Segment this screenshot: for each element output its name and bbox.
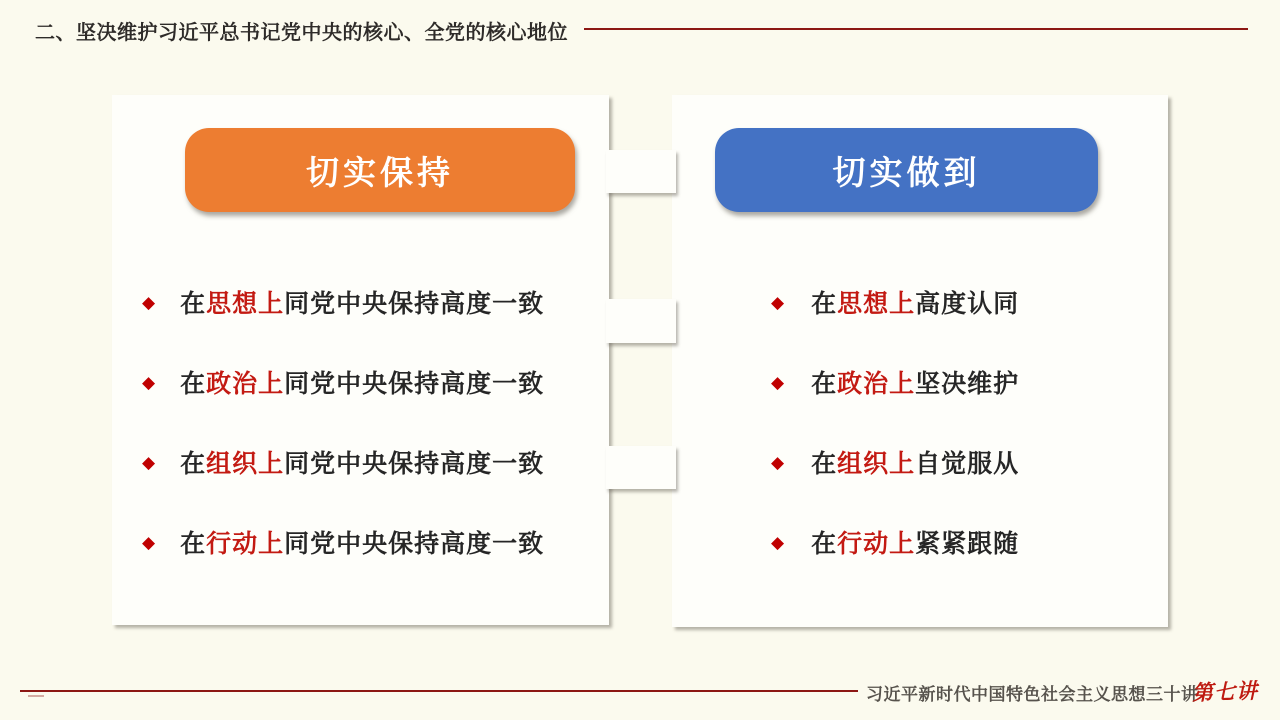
bullet-item	[771, 524, 1019, 560]
diamond-bullet-icon: ◆	[142, 372, 156, 392]
bullet-rest: 同党中央保持高度一致	[284, 530, 545, 558]
footer-course-title: 习近平新时代中国特色社会主义思想三十讲	[866, 685, 1199, 704]
right-pill-label: 切实做到	[832, 153, 981, 191]
footer-rule	[20, 690, 858, 692]
bullet-item	[142, 524, 544, 560]
bullet-text	[811, 284, 1019, 320]
connector-bridge	[606, 299, 676, 343]
bullet-prefix: 在	[811, 290, 838, 318]
slide-title: 二、坚决维护习近平总书记党中央的核心、全党的核心地位	[35, 22, 568, 44]
bullet-item	[142, 284, 544, 320]
bullet-highlight: 行动上	[837, 530, 916, 558]
left-header-pill	[185, 128, 575, 212]
bullet-rest: 同党中央保持高度一致	[284, 370, 545, 398]
diamond-bullet-icon: ◆	[771, 452, 785, 472]
panel-qieshi-zuodao	[672, 95, 1168, 627]
bullet-item	[771, 364, 1019, 400]
connector-bridge	[606, 150, 676, 193]
bullet-prefix: 在	[180, 530, 207, 558]
bullet-item	[771, 444, 1019, 480]
bullet-rest: 坚决维护	[915, 370, 1020, 398]
bullet-highlight: 思想上	[206, 290, 285, 318]
bullet-prefix: 在	[180, 450, 207, 478]
panel-qieshi-baochi	[112, 95, 609, 625]
diamond-bullet-icon: ◆	[142, 532, 156, 552]
bullet-highlight: 政治上	[837, 370, 916, 398]
bullet-rest: 同党中央保持高度一致	[284, 450, 545, 478]
bullet-item	[142, 444, 544, 480]
connector-bridge	[606, 446, 676, 489]
diamond-bullet-icon: ◆	[771, 292, 785, 312]
bullet-rest: 高度认同	[915, 290, 1020, 318]
bullet-text	[180, 524, 544, 560]
bullet-highlight: 思想上	[837, 290, 916, 318]
bullet-highlight: 政治上	[206, 370, 285, 398]
bullet-text	[180, 284, 544, 320]
bullet-text	[180, 444, 544, 480]
footer-rule-tick	[28, 695, 44, 697]
diamond-bullet-icon: ◆	[771, 532, 785, 552]
bullet-rest: 同党中央保持高度一致	[284, 290, 545, 318]
left-pill-label: 切实保持	[306, 153, 454, 191]
bullet-rest: 自觉服从	[915, 450, 1020, 478]
bullet-text	[811, 444, 1019, 480]
right-header-pill	[715, 128, 1098, 212]
bullet-prefix: 在	[811, 530, 838, 558]
diamond-bullet-icon: ◆	[142, 452, 156, 472]
bullet-text	[811, 524, 1019, 560]
diamond-bullet-icon: ◆	[771, 372, 785, 392]
bullet-prefix: 在	[811, 450, 838, 478]
bullet-highlight: 行动上	[206, 530, 285, 558]
bullet-item	[142, 364, 544, 400]
bullet-item	[771, 284, 1019, 320]
diamond-bullet-icon: ◆	[142, 292, 156, 312]
bullet-prefix: 在	[811, 370, 838, 398]
bullet-text	[811, 364, 1019, 400]
bullet-highlight: 组织上	[206, 450, 285, 478]
bullet-highlight: 组织上	[837, 450, 916, 478]
lecture-number-stamp: 第七讲	[1191, 678, 1259, 706]
bullet-rest: 紧紧跟随	[915, 530, 1020, 558]
bullet-prefix: 在	[180, 370, 207, 398]
bullet-text	[180, 364, 544, 400]
bullet-prefix: 在	[180, 290, 207, 318]
header-rule	[584, 28, 1248, 30]
